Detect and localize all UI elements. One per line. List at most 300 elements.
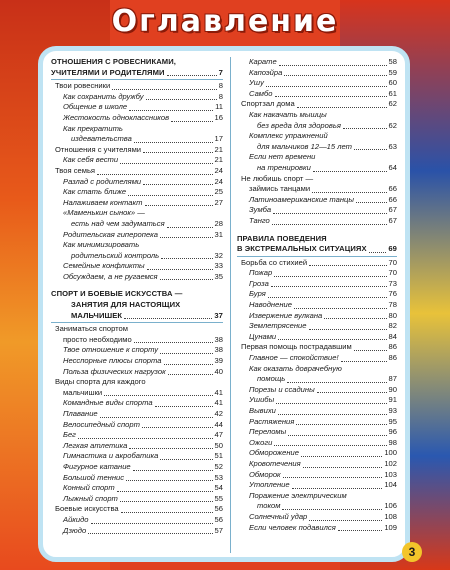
toc-entry	[51, 356, 223, 367]
toc-leader-dots	[279, 65, 387, 66]
toc-entry-title: Пожар	[249, 268, 273, 278]
toc-entry-page: 25	[214, 187, 223, 197]
toc-entry-page: 42	[214, 409, 223, 418]
toc-entry	[51, 324, 223, 335]
toc-entry-page: 8	[218, 81, 223, 91]
toc-leader-dots	[91, 523, 213, 524]
toc-entry	[237, 332, 397, 343]
toc-entry-page: 44	[214, 419, 223, 429]
toc-leader-dots	[309, 329, 387, 330]
toc-entry	[51, 515, 223, 526]
toc-section-heading	[51, 311, 223, 322]
section-rule	[51, 79, 223, 80]
toc-entry-page: 96	[388, 427, 397, 437]
toc-entry-title: займись танцами	[249, 184, 311, 194]
toc-entry-title: Если нет времени	[249, 152, 316, 162]
toc-entry-page: 31	[214, 229, 223, 239]
toc-entry-page: 87	[388, 374, 397, 384]
toc-entry	[237, 406, 397, 417]
toc-leader-dots	[313, 171, 387, 172]
toc-entry-title: без вреда для здоровья	[257, 120, 341, 130]
toc-leader-dots	[271, 286, 387, 287]
toc-entry-title: Твоя семья	[55, 165, 96, 175]
toc-leader-dots	[278, 339, 386, 340]
toc-entry-title: Цунами	[249, 331, 277, 341]
toc-entry-title: В ЭКСТРЕМАЛЬНЫХ СИТУАЦИЯХ	[237, 244, 367, 254]
toc-entry	[237, 491, 397, 502]
toc-leader-dots	[273, 213, 386, 214]
toc-entry-title: для мальчиков 12—15 лет	[257, 141, 352, 151]
toc-entry-page: 95	[388, 416, 397, 426]
toc-entry	[51, 441, 223, 452]
toc-entry-title: Ушу	[249, 78, 264, 88]
toc-entry-title: есть над чем задуматься	[71, 218, 165, 228]
toc-entry-page: 102	[384, 458, 397, 468]
toc-leader-dots	[274, 276, 386, 277]
toc-entry-page: 100	[384, 448, 397, 458]
toc-entry-page: 106	[384, 501, 397, 511]
toc-entry-title: Польза физических нагрузок	[63, 366, 166, 376]
toc-leader-dots	[343, 128, 387, 129]
toc-entry-page: 53	[214, 472, 223, 482]
toc-entry-title: Налаживаем контакт	[63, 197, 143, 207]
toc-entry-page: 108	[384, 511, 397, 521]
toc-entry-page: 52	[214, 461, 223, 471]
toc-entry	[237, 501, 397, 512]
toc-entry-page: 40	[214, 366, 223, 376]
toc-entry-page: 28	[214, 218, 223, 228]
toc-entry-title: Борьба со стихией	[241, 257, 308, 267]
toc-entry-title: Семейные конфликты	[63, 261, 145, 271]
toc-leader-dots	[134, 342, 213, 343]
toc-entry-page: 21	[214, 144, 223, 154]
toc-leader-dots	[317, 392, 387, 393]
toc-entry	[237, 427, 397, 438]
toc-leader-dots	[266, 86, 387, 87]
toc-leader-dots	[117, 491, 213, 492]
toc-entry-title: Ушибы	[249, 395, 275, 405]
toc-entry	[51, 367, 223, 378]
toc-entry	[237, 99, 397, 110]
toc-entry	[51, 113, 223, 124]
toc-entry-title: Как стать ближе	[63, 187, 127, 197]
toc-entry-page: 61	[388, 88, 397, 98]
toc-entry-title: Наводнение	[249, 300, 292, 310]
toc-leader-dots	[303, 467, 383, 468]
toc-leader-dots	[78, 438, 213, 439]
toc-entry-title: Твои ровесники	[55, 81, 111, 91]
toc-right-column	[237, 57, 397, 533]
toc-entry-page: 67	[388, 205, 397, 215]
toc-entry-title: Карате	[249, 57, 277, 66]
toc-entry-title: Солнечный удар	[249, 511, 308, 521]
toc-entry	[237, 163, 397, 174]
toc-leader-dots	[155, 406, 213, 407]
toc-entry-title: Велосипедный спорт	[63, 419, 140, 429]
toc-entry-page: 24	[214, 165, 223, 175]
toc-entry	[237, 300, 397, 311]
toc-entry	[51, 272, 223, 283]
toc-entry-page: 103	[384, 469, 397, 479]
toc-entry-title: Легкая атлетика	[63, 440, 128, 450]
toc-leader-dots	[278, 414, 387, 415]
toc-leader-dots	[112, 89, 217, 90]
toc-leader-dots	[104, 395, 212, 396]
toc-entry	[237, 121, 397, 132]
toc-entry	[237, 289, 397, 300]
toc-entry	[51, 420, 223, 431]
toc-entry-page: 32	[214, 250, 223, 260]
toc-entry-title: Как оказать доврачебную	[249, 363, 342, 373]
toc-entry-title: Твое отношение к спорту	[63, 345, 159, 355]
toc-entry	[237, 374, 397, 385]
toc-leader-dots	[356, 202, 387, 203]
toc-leader-dots	[287, 382, 386, 383]
toc-entry	[51, 155, 223, 166]
toc-entry-page: 73	[388, 278, 397, 288]
toc-leader-dots	[312, 192, 386, 193]
toc-leader-dots	[129, 448, 212, 449]
toc-entry-title: Дзюдо	[63, 525, 87, 535]
toc-leader-dots	[124, 318, 212, 319]
toc-leader-dots	[324, 318, 386, 319]
toc-entry-title: Капоэйра	[249, 67, 283, 77]
toc-entry-title: током	[257, 501, 281, 511]
toc-entry	[51, 102, 223, 113]
toc-left-column	[51, 57, 223, 536]
toc-entry-page: 86	[388, 342, 397, 352]
toc-entry-page: 67	[388, 215, 397, 225]
toc-entry	[51, 166, 223, 177]
toc-leader-dots	[143, 152, 213, 153]
toc-entry	[237, 512, 397, 523]
toc-entry-title: Порезы и ссадины	[249, 384, 315, 394]
toc-entry-page: 58	[388, 57, 397, 66]
toc-leader-dots	[97, 174, 213, 175]
toc-leader-dots	[292, 488, 383, 489]
toc-entry-page: 41	[214, 398, 223, 408]
toc-entry-page: 51	[214, 451, 223, 461]
toc-entry-title: Как сохранить дружбу	[63, 91, 144, 101]
toc-entry-page: 70	[388, 268, 397, 278]
toc-entry-page: 70	[388, 257, 397, 267]
toc-leader-dots	[164, 364, 213, 365]
toc-entry-title: Комплекс упражнений	[249, 131, 328, 141]
toc-leader-dots	[147, 269, 213, 270]
toc-entry	[237, 321, 397, 332]
toc-leader-dots	[160, 237, 213, 238]
toc-entry-page: 98	[388, 437, 397, 447]
toc-leader-dots	[133, 470, 213, 471]
toc-leader-dots	[120, 501, 213, 502]
toc-entry-title: Родительская гиперопека	[63, 229, 158, 239]
toc-entry-page: 16	[214, 112, 223, 122]
toc-entry-title: СПОРТ И БОЕВЫЕ ИСКУССТВА —	[51, 289, 183, 299]
toc-entry-page: 50	[214, 440, 223, 450]
toc-entry	[237, 279, 397, 290]
toc-entry	[237, 342, 397, 353]
toc-entry-title: Как себя вести	[63, 155, 119, 165]
toc-entry-page: 17	[214, 134, 223, 144]
toc-section-heading	[237, 234, 397, 245]
toc-leader-dots	[294, 308, 387, 309]
toc-entry-title: Как минимизировать	[63, 240, 140, 250]
toc-entry-page: 38	[214, 334, 223, 344]
toc-entry-title: на тренировки	[257, 162, 311, 172]
toc-entry	[237, 448, 397, 459]
toc-entry	[51, 145, 223, 156]
toc-leader-dots	[145, 205, 213, 206]
toc-entry-page: 56	[214, 504, 223, 514]
toc-entry	[51, 430, 223, 441]
toc-entry	[237, 152, 397, 163]
toc-leader-dots	[88, 533, 212, 534]
toc-entry-page: 7	[218, 67, 223, 77]
toc-entry-title: Общение в школе	[63, 102, 128, 112]
toc-leader-dots	[309, 520, 382, 521]
toc-entry	[51, 398, 223, 409]
toc-entry-page: 57	[214, 525, 223, 535]
toc-entry-page: 38	[214, 345, 223, 355]
toc-entry-title: Первая помощь пострадавшим	[241, 342, 352, 352]
toc-entry	[51, 473, 223, 484]
toc-entry-title: Кровотечения	[249, 458, 301, 468]
toc-entry-title: Извержение вулкана	[249, 310, 323, 320]
toc-entry-page: 80	[388, 310, 397, 320]
toc-entry-page: 33	[214, 261, 223, 271]
toc-entry-page: 21	[214, 155, 223, 165]
toc-entry	[51, 208, 223, 219]
toc-entry-title: ОТНОШЕНИЯ С РОВЕСНИКАМИ,	[51, 57, 176, 66]
toc-entry-page: 66	[388, 184, 397, 194]
toc-entry-page: 54	[214, 483, 223, 493]
toc-entry-title: Большой теннис	[63, 472, 125, 482]
section-rule	[51, 322, 223, 323]
toc-entry	[51, 462, 223, 473]
toc-entry-title: Вывихи	[249, 406, 276, 415]
toc-entry	[237, 68, 397, 79]
toc-entry-title: Командные виды спорта	[63, 398, 153, 408]
toc-leader-dots	[282, 509, 382, 510]
toc-entry-title: УЧИТЕЛЯМИ И РОДИТЕЛЯМИ	[51, 67, 165, 77]
toc-entry-page: 24	[214, 176, 223, 186]
toc-entry	[237, 184, 397, 195]
toc-entry	[237, 470, 397, 481]
toc-entry	[51, 81, 223, 92]
toc-entry-title: издевательства	[71, 134, 132, 144]
toc-entry	[237, 438, 397, 449]
toc-entry	[51, 483, 223, 494]
toc-leader-dots	[129, 110, 213, 111]
toc-entry-title: Растяжения	[249, 416, 295, 426]
toc-entry	[237, 205, 397, 216]
toc-leader-dots	[134, 142, 213, 143]
toc-entry-title: Гимнастика и акробатика	[63, 451, 159, 461]
toc-leader-dots	[341, 361, 387, 362]
toc-entry-title: Переломы	[249, 427, 287, 437]
toc-entry-title: Ожоги	[249, 437, 273, 447]
toc-entry-page: 59	[388, 67, 397, 77]
toc-leader-dots	[301, 456, 382, 457]
toc-entry-page: 66	[388, 194, 397, 204]
toc-entry-title: Как накачать мышцы	[249, 109, 327, 119]
toc-entry-title: мальчишки	[63, 387, 103, 397]
toc-leader-dots	[161, 258, 212, 259]
toc-entry-title: Бег	[63, 430, 76, 440]
toc-entry-title: помощь	[257, 374, 286, 384]
toc-leader-dots	[297, 107, 387, 108]
toc-entry-title: Самбо	[249, 88, 273, 98]
toc-leader-dots	[160, 353, 213, 354]
toc-entry	[51, 345, 223, 356]
toc-entry-page: 62	[388, 99, 397, 109]
toc-entry-page: 104	[384, 480, 397, 490]
section-rule	[237, 256, 397, 257]
toc-leader-dots	[268, 297, 387, 298]
toc-entry-title: Обсуждаем, а не ругаемся	[63, 271, 158, 281]
toc-entry	[51, 494, 223, 505]
toc-section-heading	[51, 57, 223, 68]
toc-entry-page: 86	[388, 353, 397, 363]
toc-entry-title: родительский контроль	[71, 250, 160, 260]
toc-leader-dots	[296, 424, 386, 425]
toc-entry	[237, 385, 397, 396]
toc-entry	[51, 377, 223, 388]
toc-entry	[51, 124, 223, 135]
toc-entry	[237, 89, 397, 100]
toc-entry	[237, 195, 397, 206]
toc-leader-dots	[354, 149, 387, 150]
toc-entry-page: 63	[388, 141, 397, 151]
toc-entry	[237, 353, 397, 364]
toc-entry	[51, 187, 223, 198]
toc-entry-title: ЗАНЯТИЯ ДЛЯ НАСТОЯЩИХ	[71, 300, 181, 310]
toc-entry-title: просто необходимо	[63, 334, 132, 344]
toc-leader-dots	[121, 512, 213, 513]
toc-entry-title: Танго	[249, 215, 270, 225]
toc-entry-title: Жестокость одноклассников	[63, 112, 170, 122]
toc-leader-dots	[167, 75, 217, 76]
toc-entry-title: Обморок	[249, 469, 281, 479]
toc-entry	[51, 134, 223, 145]
toc-entry	[237, 142, 397, 153]
toc-leader-dots	[126, 480, 212, 481]
toc-panel	[38, 46, 410, 562]
toc-entry-page: 55	[214, 493, 223, 503]
toc-section-heading	[237, 244, 397, 255]
toc-entry-title: Фигурное катание	[63, 461, 131, 471]
toc-entry-title: Если человек подавился	[249, 522, 336, 532]
toc-entry	[237, 258, 397, 269]
toc-entry	[51, 409, 223, 420]
toc-leader-dots	[283, 477, 383, 478]
toc-leader-dots	[338, 530, 383, 531]
toc-leader-dots	[100, 417, 213, 418]
toc-entry-title: Плавание	[63, 409, 98, 418]
toc-entry	[51, 230, 223, 241]
toc-entry-page: 27	[214, 197, 223, 207]
toc-entry-page: 8	[218, 91, 223, 101]
toc-entry	[237, 57, 397, 68]
toc-leader-dots	[168, 374, 213, 375]
column-divider	[230, 57, 231, 553]
toc-entry	[51, 219, 223, 230]
toc-entry-title: Боевые искусства	[55, 504, 119, 514]
toc-entry-title: Айкидо	[63, 514, 89, 524]
toc-leader-dots	[142, 427, 213, 428]
toc-entry-title: Латиноамериканские танцы	[249, 194, 354, 204]
toc-entry-page: 35	[214, 271, 223, 281]
toc-entry-title: Утопление	[249, 480, 290, 490]
toc-entry-title: Обморожение	[249, 448, 299, 458]
toc-leader-dots	[275, 96, 387, 97]
toc-entry-title: Буря	[249, 289, 266, 299]
toc-leader-dots	[274, 445, 386, 446]
toc-leader-dots	[160, 279, 213, 280]
toc-entry	[51, 240, 223, 251]
toc-entry	[237, 480, 397, 491]
toc-entry-title: МАЛЬЧИШЕК	[71, 310, 123, 320]
toc-entry-page: 47	[214, 430, 223, 440]
toc-entry	[237, 459, 397, 470]
toc-entry-title: Гроза	[249, 278, 269, 288]
toc-entry-page: 82	[388, 321, 397, 331]
toc-entry-page: 41	[214, 387, 223, 397]
toc-leader-dots	[128, 195, 212, 196]
toc-entry-page: 76	[388, 289, 397, 299]
toc-entry-title: Конный спорт	[63, 483, 115, 493]
toc-entry-page: 37	[214, 310, 223, 320]
toc-entry	[51, 504, 223, 515]
toc-section-heading	[51, 300, 223, 311]
toc-leader-dots	[284, 75, 386, 76]
page-title: Оглавление	[111, 4, 339, 39]
toc-entry	[51, 388, 223, 399]
toc-leader-dots	[309, 265, 386, 266]
toc-entry	[51, 92, 223, 103]
toc-entry	[237, 311, 397, 322]
page-number-badge: 3	[402, 542, 422, 562]
toc-section-heading	[51, 289, 223, 300]
toc-entry-page: 11	[215, 102, 223, 112]
toc-entry-title: Несспорные плюсы спорта	[63, 356, 162, 366]
toc-entry	[237, 110, 397, 121]
toc-entry-page: 60	[388, 78, 397, 88]
toc-entry	[51, 526, 223, 537]
toc-leader-dots	[354, 350, 387, 351]
toc-leader-dots	[120, 163, 212, 164]
toc-entry-page: 91	[388, 395, 397, 405]
toc-entry-title: Землетрясение	[249, 321, 307, 331]
toc-entry-page: 78	[388, 300, 397, 310]
toc-entry-page: 56	[214, 514, 223, 524]
toc-entry	[51, 177, 223, 188]
toc-entry-page: 69	[388, 244, 397, 254]
toc-entry	[237, 523, 397, 534]
toc-entry	[237, 395, 397, 406]
toc-entry-title: Спортзал дома	[241, 99, 295, 109]
toc-entry	[51, 198, 223, 209]
toc-entry-title: Поражение электрическим	[249, 490, 347, 500]
toc-entry-page: 90	[388, 384, 397, 394]
toc-leader-dots	[171, 121, 212, 122]
toc-entry-page: 39	[214, 356, 223, 366]
toc-entry-title: Главное — спокойствие!	[249, 353, 339, 363]
toc-entry-title: Виды спорта для каждого	[55, 377, 146, 387]
toc-entry-page: 64	[388, 162, 397, 172]
toc-entry-title: Отношения с учителями	[55, 144, 142, 154]
toc-entry	[51, 251, 223, 262]
